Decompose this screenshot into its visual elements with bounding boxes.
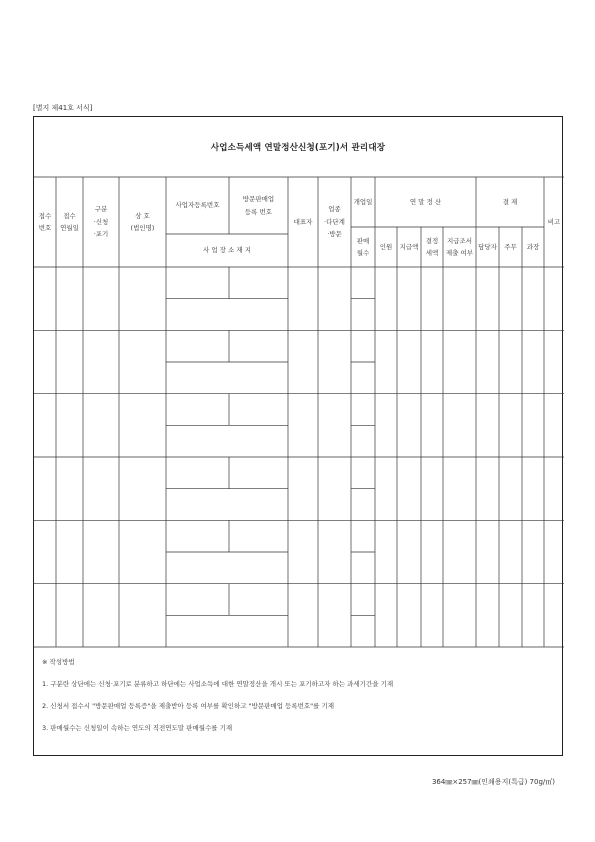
header-industry: 업종 ·다단계 ·방문	[324, 205, 345, 239]
header-settlement: 연 말 정 산	[409, 197, 442, 206]
instruction-item: 3. 판매월수는 신청일이 속하는 연도의 직전연도말 판매월수를 기재	[42, 724, 233, 732]
form-label: [별지 제41호 서식]	[33, 104, 93, 112]
header-receipt-date: 접수 연월일	[60, 211, 79, 232]
header-representative: 대표자	[293, 217, 313, 226]
header-payment: 지급액	[399, 242, 419, 251]
header-category: 구분 ·신청 ·포기	[93, 205, 109, 239]
header-sales-months: 판매 월수	[356, 236, 370, 257]
instructions-heading: ※ 작성방법	[42, 658, 75, 666]
header-receipt-no: 접수 번호	[38, 211, 52, 232]
instructions	[42, 651, 393, 739]
header-tax-amount: 결정 세액	[425, 236, 439, 257]
instruction-item: 2. 신청서 접수시 "방문판매업 등록증"을 제출받아 등록 여부를 확인하고 "방문판매업 등록번호"를 기재	[42, 702, 335, 710]
header-remarks: 비고	[547, 217, 561, 226]
header-approval: 결 재	[502, 197, 518, 206]
header-trade-name: 상 호 (법인명)	[130, 211, 155, 232]
header-persons: 인원	[379, 242, 393, 251]
header-manager: 담당자	[478, 242, 497, 251]
header-section-chief: 과장	[526, 242, 540, 251]
instruction-item: 1. 구분란 상단에는 신청·포기로 분류하고 하단에는 사업소득에 대한 연말정산을 개시 또는 포기하고자 하는 과세기간을 기재	[42, 680, 394, 688]
header-chief: 주무	[504, 242, 517, 251]
header-address: 사 업 장 소 재 지	[202, 246, 251, 255]
form-title: 사업소득세액 연말정산신청(포기)서 관리대장	[210, 143, 386, 153]
header-opening-date: 개업일	[353, 197, 373, 206]
header-biz-reg-no: 사업자등록번호	[175, 201, 220, 210]
header-sales-reg-no: 방문판매업 등록 번호	[242, 195, 275, 216]
ledger-sheet	[33, 116, 563, 756]
paper-spec: 364㎜×257㎜(인쇄용지(특급) 70g/㎡)	[431, 778, 555, 786]
header-statement: 지급조서 제출 여부	[445, 236, 474, 257]
